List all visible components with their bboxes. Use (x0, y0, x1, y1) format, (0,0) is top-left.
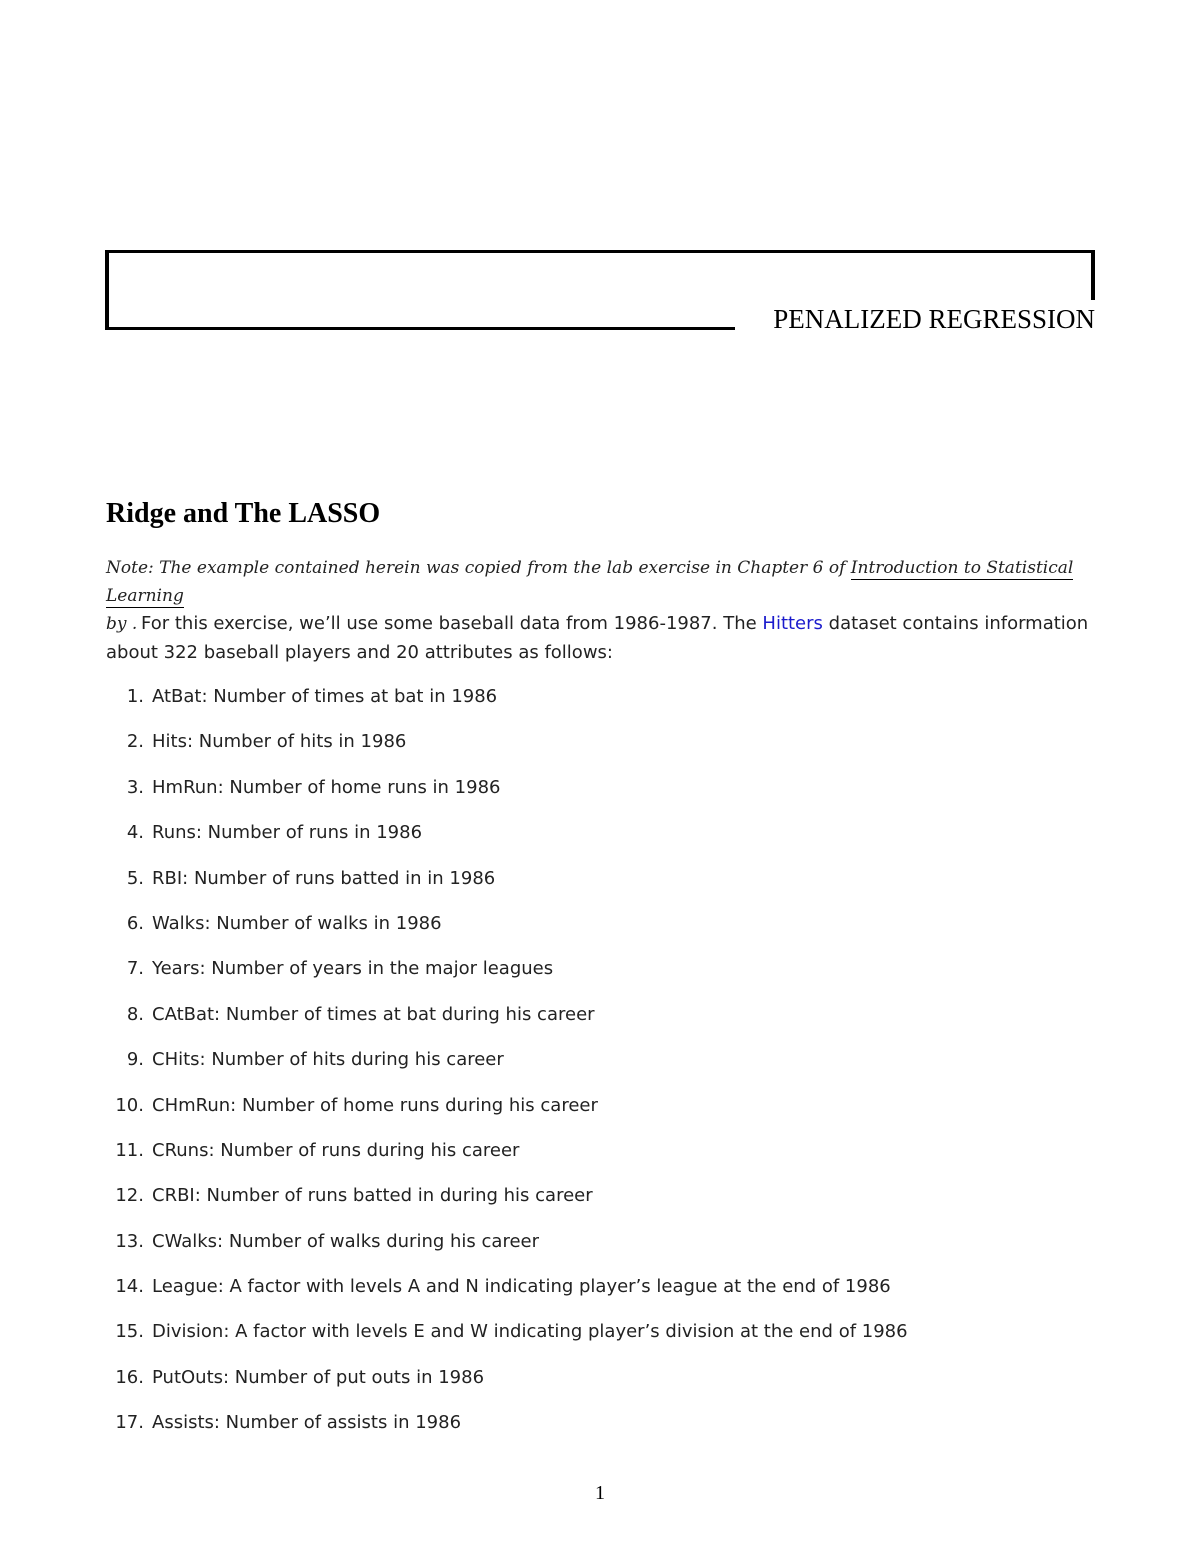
list-item (106, 1270, 1096, 1315)
attribute-list (106, 680, 1096, 1452)
list-item-number: 7. (126, 958, 144, 980)
note-prefix: Note: The example contained herein was copied from the lab exercise in Chapter 6 of (106, 558, 851, 578)
list-item (106, 816, 1096, 861)
list-item-text: Years: Number of years in the major leagues (152, 958, 554, 980)
list-item (106, 725, 1096, 770)
intro-paragraph (106, 609, 1096, 667)
list-item-number: 9. (126, 1049, 144, 1071)
list-item-number: 12. (115, 1185, 144, 1207)
list-item-number: 11. (115, 1139, 144, 1161)
chapter-header-box (105, 250, 1095, 334)
note-suffix: by . (106, 614, 138, 634)
list-item-text: League: A factor with levels A and N indicating player’s league at the end of 1986 (152, 1276, 891, 1298)
list-item-text: CRuns: Number of runs during his career (152, 1139, 520, 1161)
list-item (106, 907, 1096, 952)
list-item-text: CAtBat: Number of times at bat during his career (152, 1003, 595, 1025)
list-item (106, 862, 1096, 907)
list-item-number: 4. (126, 822, 144, 844)
list-item-number: 1. (126, 686, 144, 707)
list-item (106, 1315, 1096, 1360)
list-item (106, 680, 1096, 725)
list-item (106, 771, 1096, 816)
list-item (106, 1361, 1096, 1406)
list-item-number: 15. (115, 1321, 144, 1343)
list-item-text: PutOuts: Number of put outs in 1986 (152, 1366, 485, 1388)
list-item-number: 3. (126, 776, 144, 798)
list-item-text: RBI: Number of runs batted in in 1986 (152, 867, 496, 889)
list-item-text: Runs: Number of runs in 1986 (152, 822, 423, 844)
list-item-text: CWalks: Number of walks during his career (152, 1230, 539, 1252)
intro-after-link: dataset contains information about 322 baseball players and 20 attributes as follows: (106, 613, 1089, 663)
header-rule-right (1091, 250, 1095, 300)
list-item-text: CHmRun: Number of home runs during his career (152, 1094, 598, 1116)
header-rule-top (105, 250, 1095, 253)
chapter-title: PENALIZED REGRESSION (773, 304, 1095, 334)
list-item (106, 1225, 1096, 1270)
list-item-number: 2. (126, 731, 144, 753)
header-rule-left (105, 250, 109, 330)
list-item-text: Division: A factor with levels E and W indicating player’s division at the end of 1986 (152, 1321, 908, 1343)
list-item (106, 998, 1096, 1043)
list-item-number: 6. (126, 912, 144, 934)
list-item (106, 1179, 1096, 1224)
list-item-number: 8. (126, 1003, 144, 1025)
section-heading: Ridge and The LASSO (106, 498, 381, 529)
list-item (106, 1134, 1096, 1179)
list-item (106, 1406, 1096, 1451)
list-item-text: CHits: Number of hits during his career (152, 1049, 504, 1071)
list-item-number: 10. (115, 1094, 144, 1116)
list-item-text: Assists: Number of assists in 1986 (152, 1412, 462, 1434)
list-item-text: AtBat: Number of times at bat in 1986 (152, 686, 498, 707)
page-number: 1 (595, 1482, 605, 1504)
list-item-number: 16. (115, 1366, 144, 1388)
list-item-number: 14. (115, 1276, 144, 1298)
list-item (106, 1089, 1096, 1134)
list-item-text: CRBI: Number of runs batted in during his career (152, 1185, 593, 1207)
list-item (106, 1043, 1096, 1088)
list-item (106, 952, 1096, 997)
list-item-text: Walks: Number of walks in 1986 (152, 912, 442, 934)
list-item-text: Hits: Number of hits in 1986 (152, 731, 407, 753)
list-item-number: 17. (115, 1412, 144, 1434)
hitters-link[interactable]: Hitters (762, 613, 823, 634)
list-item-number: 5. (126, 867, 144, 889)
list-item-number: 13. (115, 1230, 144, 1252)
header-rule-bottom (105, 327, 735, 330)
intro-before-link: For this exercise, we’ll use some baseball data from 1986-1987. The (141, 613, 763, 634)
book-title-link[interactable]: Introduction to Statistical Learning (106, 558, 1074, 606)
list-item-text: HmRun: Number of home runs in 1986 (152, 776, 501, 798)
